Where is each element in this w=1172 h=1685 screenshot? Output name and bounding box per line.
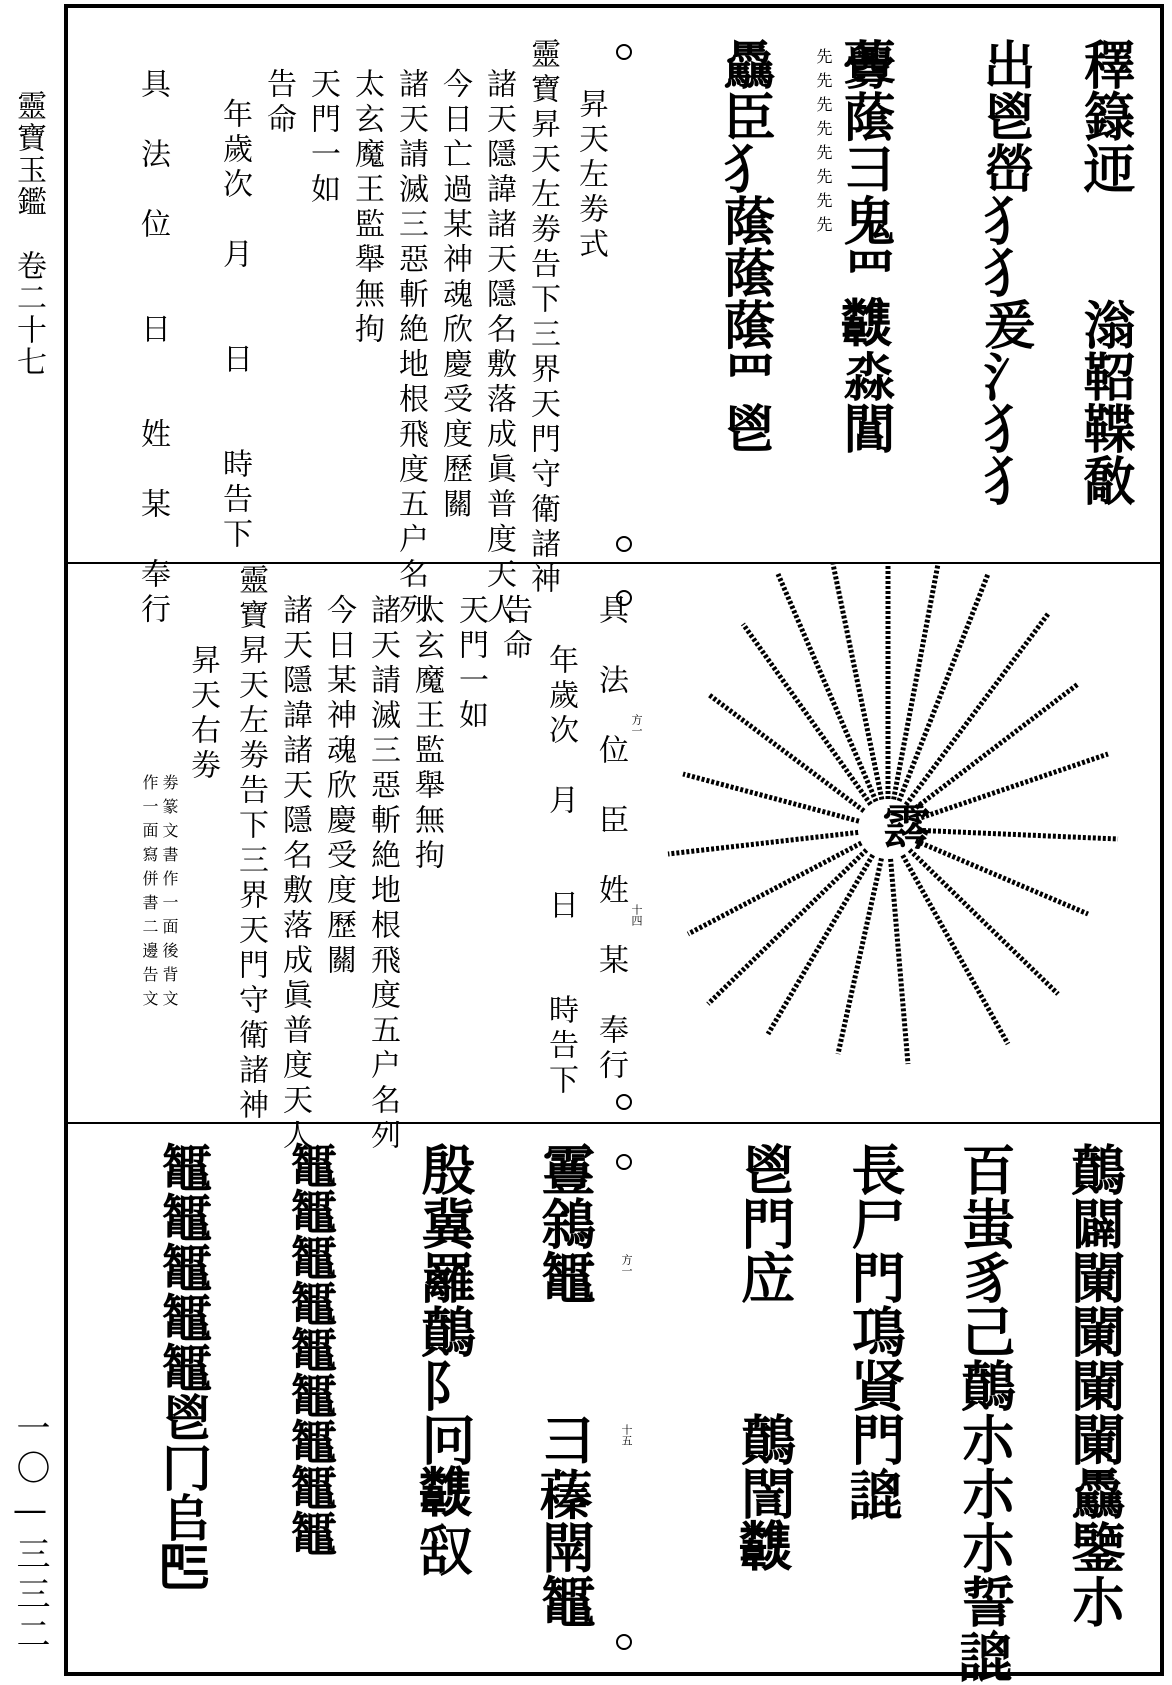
- small-mark: 方一: [630, 714, 643, 736]
- text-column: 太玄魔王監舉無拘: [349, 68, 384, 348]
- bottom-panel: [68, 1124, 1160, 1682]
- margin-circle: [616, 1154, 632, 1170]
- top-panel: [68, 8, 1160, 628]
- text-column: 靈寶昇天左劵告下三界天門守衛諸神: [525, 38, 560, 598]
- seal-column: 百蚩豸己䴅朩朩朩誓𧪫: [953, 1142, 1017, 1682]
- text-column: 年歲次 月 日 時告下: [543, 644, 578, 1099]
- margin-circle: [616, 1094, 632, 1110]
- seal-column: 長尸門䲨䝨門𧪫: [843, 1142, 907, 1520]
- running-title: 靈寶玉鑑 卷二十七: [11, 90, 46, 378]
- text-column: 具 法 位 日 姓 某 奉行: [135, 68, 170, 628]
- small-mark: 十四: [630, 904, 643, 926]
- seal-small-column: 先先先先先先先先: [814, 48, 833, 240]
- seal-column: 鬯門㡴 䴅誾𩏶: [733, 1142, 797, 1574]
- small-mark: 十五: [620, 1424, 633, 1446]
- note-column: 劵篆文書作一面後背文: [160, 774, 179, 1014]
- seal-column-4: 驫臣犭䕃䕃䕃罒鬯: [714, 38, 775, 454]
- seal-column-3: 虋䕃彐鬼罒𩏶淼閶: [834, 38, 895, 454]
- text-column: 天門一如: [453, 594, 488, 734]
- text-column: 昇天右劵: [185, 644, 220, 784]
- text-column: 今日亡過某神魂欣慶受度歷關: [437, 68, 472, 523]
- text-column: 告命: [497, 594, 532, 664]
- seal-column: 殷冀䍦䴅阝冋𩏶𠭖: [413, 1142, 477, 1574]
- section-title: 昇天左劵式: [573, 88, 608, 263]
- text-column: 靈寶昇天左劵告下三界天門守衛諸神: [233, 564, 268, 1124]
- text-column: 具 法 位 臣 姓 某 奉行: [593, 594, 628, 1084]
- seal-column: 䵹䵹䵹䵹䵹䵹䵹䵹䵹: [284, 1142, 338, 1556]
- margin-circle: [616, 44, 632, 60]
- small-mark: 方一: [620, 1254, 633, 1276]
- text-column: 太玄魔王監舉無拘: [409, 594, 444, 874]
- text-column: 今日某神魂欣慶受度歷關: [321, 594, 356, 979]
- note-column: 作一面寫併書二邊告文: [140, 774, 159, 1014]
- seal-column-1: 䆁籙迊 滃鞀鞢敿: [1074, 38, 1135, 506]
- text-column: 告命: [261, 68, 296, 138]
- seal-column: 霻䳜䵹 彐𦿒閛䵹: [533, 1142, 597, 1628]
- text-column: 諸天請滅三惡斬絶地根飛度五户名列: [393, 68, 428, 628]
- seal-column: 䴅闢䦨䦨䦨䦨驫鑒朩: [1063, 1142, 1127, 1628]
- text-column: 天門一如: [305, 68, 340, 208]
- text-column: 諸天隱諱諸天隱名敷落成眞普度天人: [481, 68, 516, 628]
- middle-panel: [68, 564, 1160, 1154]
- seal-column-2: 出鬯嵤犭犭爰氵犭犭: [974, 38, 1035, 506]
- text-column: 諸天隱諱諸天隱名敷落成眞普度天人: [277, 594, 312, 1154]
- center-glyph: 𩃬: [874, 802, 930, 850]
- text-column: 諸天請滅三惡斬絶地根飛度五户名列: [365, 594, 400, 1154]
- seal-column: 䵹䵹䵹䵹䵹鬯冂𠂤𠀧: [154, 1142, 213, 1592]
- page-frame: [64, 4, 1164, 1682]
- page-number: 一〇—三三二: [10, 1410, 50, 1656]
- margin-circle: [616, 1634, 632, 1650]
- margin-circle: [616, 536, 632, 552]
- text-column: 年歲次 月 日 時告下: [217, 98, 252, 553]
